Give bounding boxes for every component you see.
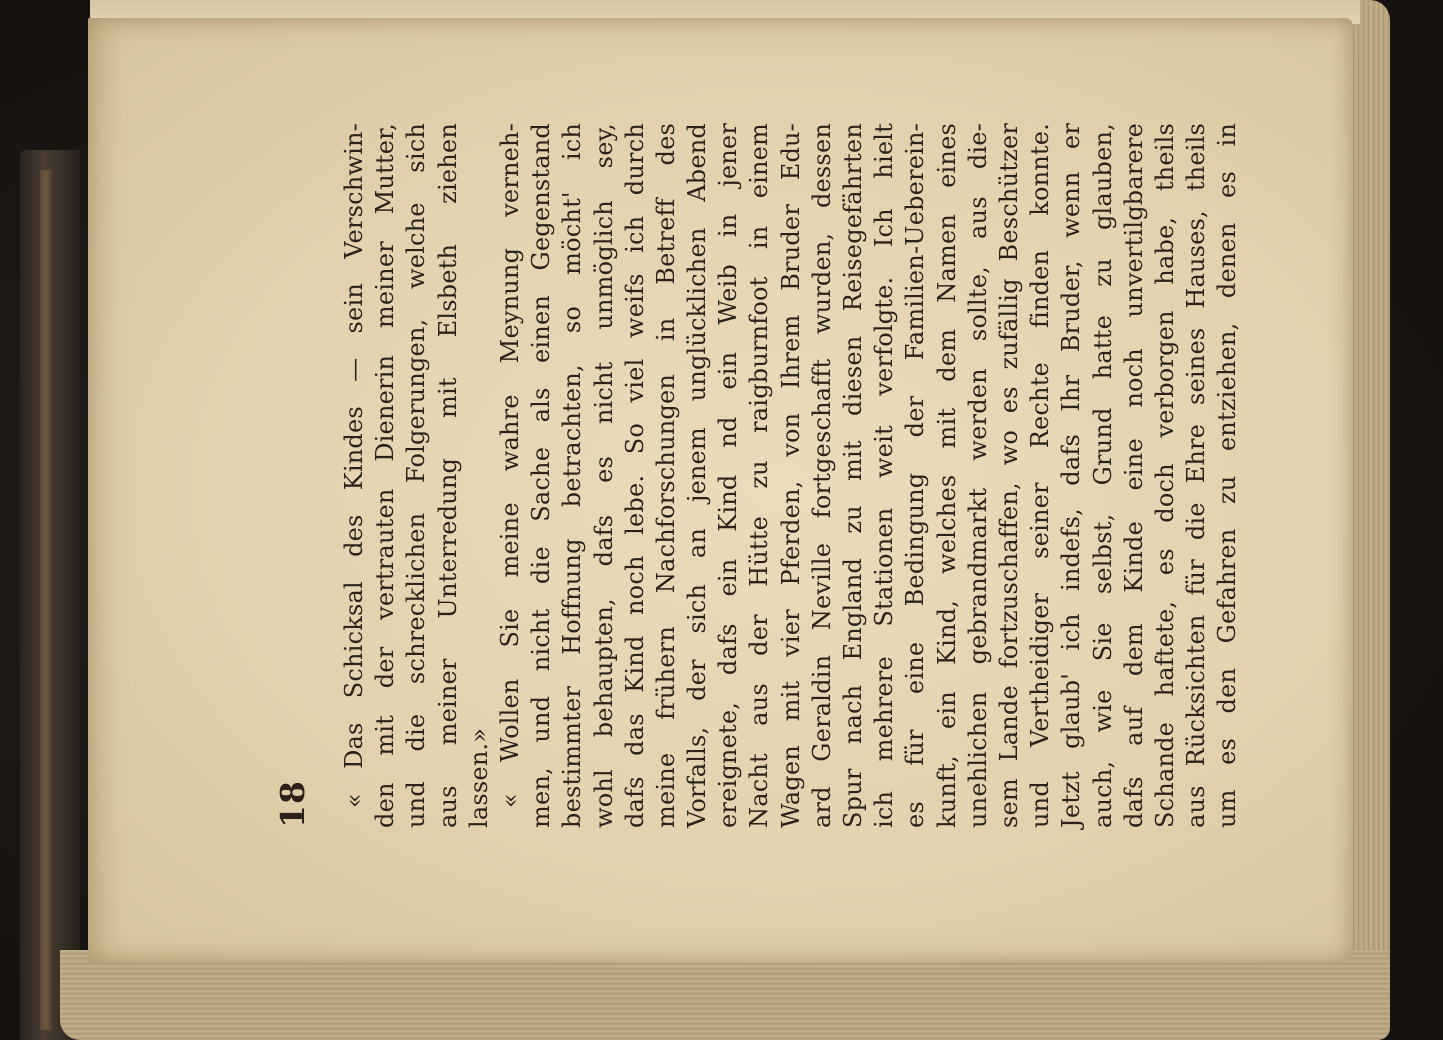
- text-line: meine frühern Nachforschungen in Betreff des: [651, 123, 680, 828]
- text-line: Vorfalls, der sich an jenem unglücklichen Abend: [683, 123, 712, 828]
- book-page: [88, 18, 1353, 963]
- text-line: sem Lande fortzuschaffen, wo es zufällig Beschützer: [994, 123, 1023, 828]
- page-number: 18: [273, 780, 312, 828]
- book-spine-strip: [40, 170, 52, 1030]
- text-line: Jetzt glaub' ich indefs, dafs Ihr Bruder, wenn er: [1057, 123, 1086, 828]
- text-line: ich mehrere Stationen weit verfolgte. Ich hielt: [870, 123, 899, 828]
- page-text-frame: [273, 123, 1283, 828]
- text-line: den mit der vertrauten Dienerin meiner Mutter,: [371, 123, 400, 828]
- page-body-text: [339, 123, 1243, 828]
- text-line: und Vertheidiger seiner Rechte finden konnte.: [1026, 123, 1055, 828]
- text-line: lassen.»: [464, 727, 493, 828]
- text-line: dafs das Kind noch lebe. So viel weifs ich durch: [620, 123, 649, 828]
- text-line: aus Rücksichten für die Ehre seines Hauses, theils: [1182, 123, 1211, 828]
- text-line: es für eine Bedingung der Familien-Ueberein-: [901, 123, 930, 828]
- text-line: « Wollen Sie meine wahre Meynung verneh-: [495, 123, 524, 808]
- page-block-right-edge: [1350, 0, 1390, 1000]
- text-line: kunft, ein Kind, welches mit dem Namen eines: [932, 123, 961, 828]
- text-line: dafs auf dem Kinde eine noch unvertilgbarere: [1119, 123, 1148, 828]
- text-line: aus meiner Unterredung mit Elsbeth ziehen: [433, 123, 462, 828]
- text-line: wohl behaupten, dafs es nicht unmöglich sey,: [589, 123, 618, 828]
- text-line: Schande haftete, es doch verborgen habe, theils: [1150, 123, 1179, 828]
- text-line: unehlichen gebrandmarkt werden sollte, aus die-: [963, 123, 992, 828]
- text-line: bestimmter Hoffnung betrachten, so möcht' ich: [558, 123, 587, 828]
- text-line: Spur nach England zu mit diesen Reisegefährten: [839, 123, 867, 828]
- text-line: und die schrecklichen Folgerungen, welche sich: [402, 123, 431, 828]
- text-line: ard Geraldin Neville fortgeschafft wurden, dessen: [807, 123, 836, 828]
- text-line: « Das Schicksal des Kindes — sein Verschwin-: [340, 123, 368, 808]
- page-block-bottom-edge: [60, 950, 1390, 1040]
- text-line: Nacht aus der Hütte zu raigburnfoot in einem: [745, 123, 774, 828]
- text-line: ereignete, dafs ein Kind nd ein Weib in jener: [714, 123, 743, 828]
- text-line: men, und nicht die Sache als einen Gegenstand: [527, 123, 556, 828]
- text-line: auch, wie Sie selbst, Grund hatte zu glauben,: [1088, 123, 1117, 828]
- text-line: Wagen mit vier Pferden, von Ihrem Bruder Edu-: [776, 123, 805, 828]
- text-line: um es den Gefahren zu entziehen, denen es in: [1213, 123, 1242, 828]
